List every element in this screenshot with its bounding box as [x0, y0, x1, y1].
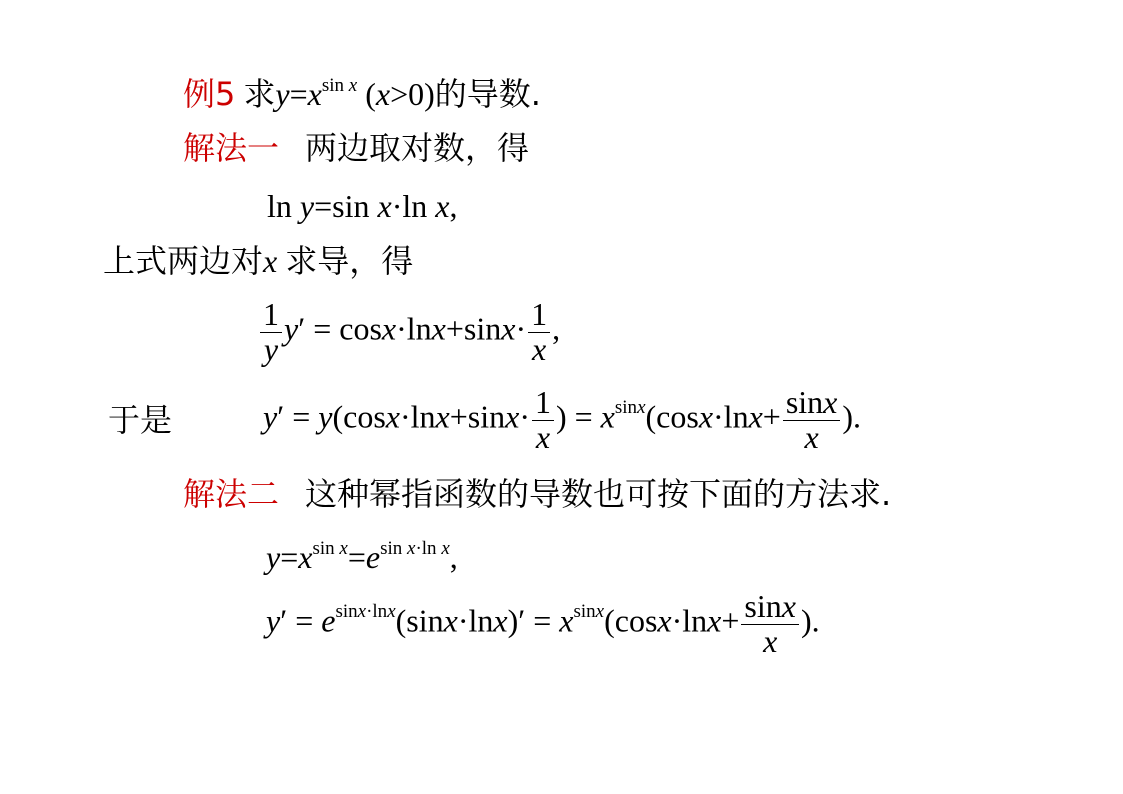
- equation-result-1: y′ = y(cosx·lnx+sinx· $\frac{1}{x}$ ) = $x^{sinx}(\cos x\cdot\ln x+$ $\frac{\sin x}{x}$ ).: [263, 384, 862, 455]
- example-question-suffix: 的导数.: [434, 75, 541, 113]
- fraction-1-over-y: $\frac{1}{y}$: [260, 298, 282, 366]
- fraction-sinx-over-x: $\frac{\sin x}{x}$: [783, 386, 841, 454]
- method1-line: [183, 129, 530, 167]
- derive-text: 上式两边对: [103, 242, 264, 280]
- example-label: 例5: [183, 75, 236, 113]
- derive-tail: 求导，得: [285, 242, 414, 280]
- equation-exp: $y=x^{sin x}=e^{sin x\cdot ln x}$,: [266, 538, 458, 575]
- equation-log: ln y=sin x·ln x,: [267, 188, 458, 224]
- fraction-sinx-over-x-2: $\frac{\sin x}{x}$: [741, 590, 799, 658]
- equation-derivative: $\frac{1}{y}$ y′ = cosx·lnx+sinx· $\frac{1}{x}$ ,: [258, 298, 560, 366]
- method1-label: 解法一: [183, 129, 280, 167]
- equation-result-2: $y' = e^{sinx\cdot lnx}(\sin x\cdot\ln x)' = x^{sinx}(\cos x\cdot\ln x+$ $\frac{\sin x}{x}$ ).: [266, 588, 820, 659]
- method2-text: 这种幂指函数的导数也可按下面的方法求.: [305, 475, 892, 513]
- method1-text: 两边取对数，得: [305, 129, 530, 167]
- derive-var: x: [263, 243, 278, 279]
- method2-label: 解法二: [183, 475, 280, 513]
- fraction-1-over-x: $\frac{1}{x}$: [528, 298, 550, 366]
- thus-label: 于是: [108, 401, 173, 439]
- fraction-1-over-x-2: $\frac{1}{x}$: [532, 386, 554, 454]
- thus-label-line: [108, 401, 173, 439]
- method2-line: [183, 475, 892, 513]
- example-line: [183, 75, 541, 113]
- example-formula: $y=x^{sin x}$ (x>0): [275, 75, 435, 112]
- derive-line: [103, 242, 414, 280]
- example-question-prefix: 求: [243, 75, 276, 113]
